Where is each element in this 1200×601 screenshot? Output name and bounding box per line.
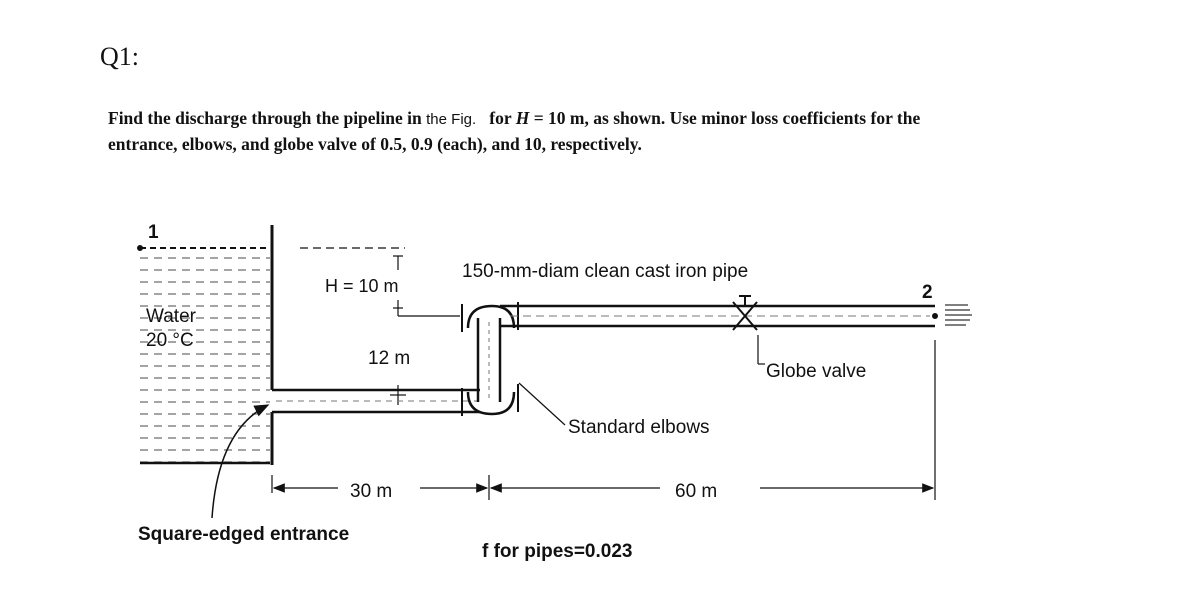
point-1-label: 1 bbox=[148, 222, 159, 243]
problem-text-2: for bbox=[489, 108, 512, 128]
discharge-jet bbox=[945, 305, 972, 325]
point-1-dot bbox=[137, 245, 143, 251]
reservoir-water bbox=[140, 248, 270, 463]
problem-text-1: Find the discharge through the pipeline in bbox=[108, 108, 422, 128]
friction-label: f for pipes=0.023 bbox=[482, 541, 633, 562]
point-2-label: 2 bbox=[922, 282, 933, 303]
head-dimension bbox=[300, 248, 460, 405]
length-1-label: 30 m bbox=[350, 481, 393, 502]
elbows-leader bbox=[519, 383, 565, 425]
question-number: Q1: bbox=[100, 42, 139, 71]
globe-valve-label: Globe valve bbox=[766, 361, 867, 382]
upper-pipe bbox=[500, 306, 938, 326]
point-2-dot bbox=[932, 313, 938, 319]
rise-label: 12 m bbox=[368, 348, 411, 369]
vertical-riser bbox=[478, 318, 500, 402]
fig-reference: the Fig. bbox=[426, 111, 477, 128]
problem-text-3: = 10 m, as shown. Use minor loss coefficients for the bbox=[533, 108, 921, 128]
lower-pipe bbox=[272, 390, 480, 412]
length-2-label: 60 m bbox=[675, 481, 718, 502]
problem-text-4: entrance, elbows, and globe valve of 0.5, 0.9 (each), and 10, respectively. bbox=[108, 134, 642, 154]
variable-h: H bbox=[515, 108, 530, 128]
pipe-label: 150-mm-diam clean cast iron pipe bbox=[462, 261, 749, 282]
entrance-label: Square-edged entrance bbox=[138, 524, 350, 545]
water-temp-label: 20 °C bbox=[146, 330, 194, 351]
water-label: Water bbox=[146, 306, 196, 327]
head-label: H = 10 m bbox=[325, 276, 399, 296]
elbows-label: Standard elbows bbox=[568, 417, 710, 438]
